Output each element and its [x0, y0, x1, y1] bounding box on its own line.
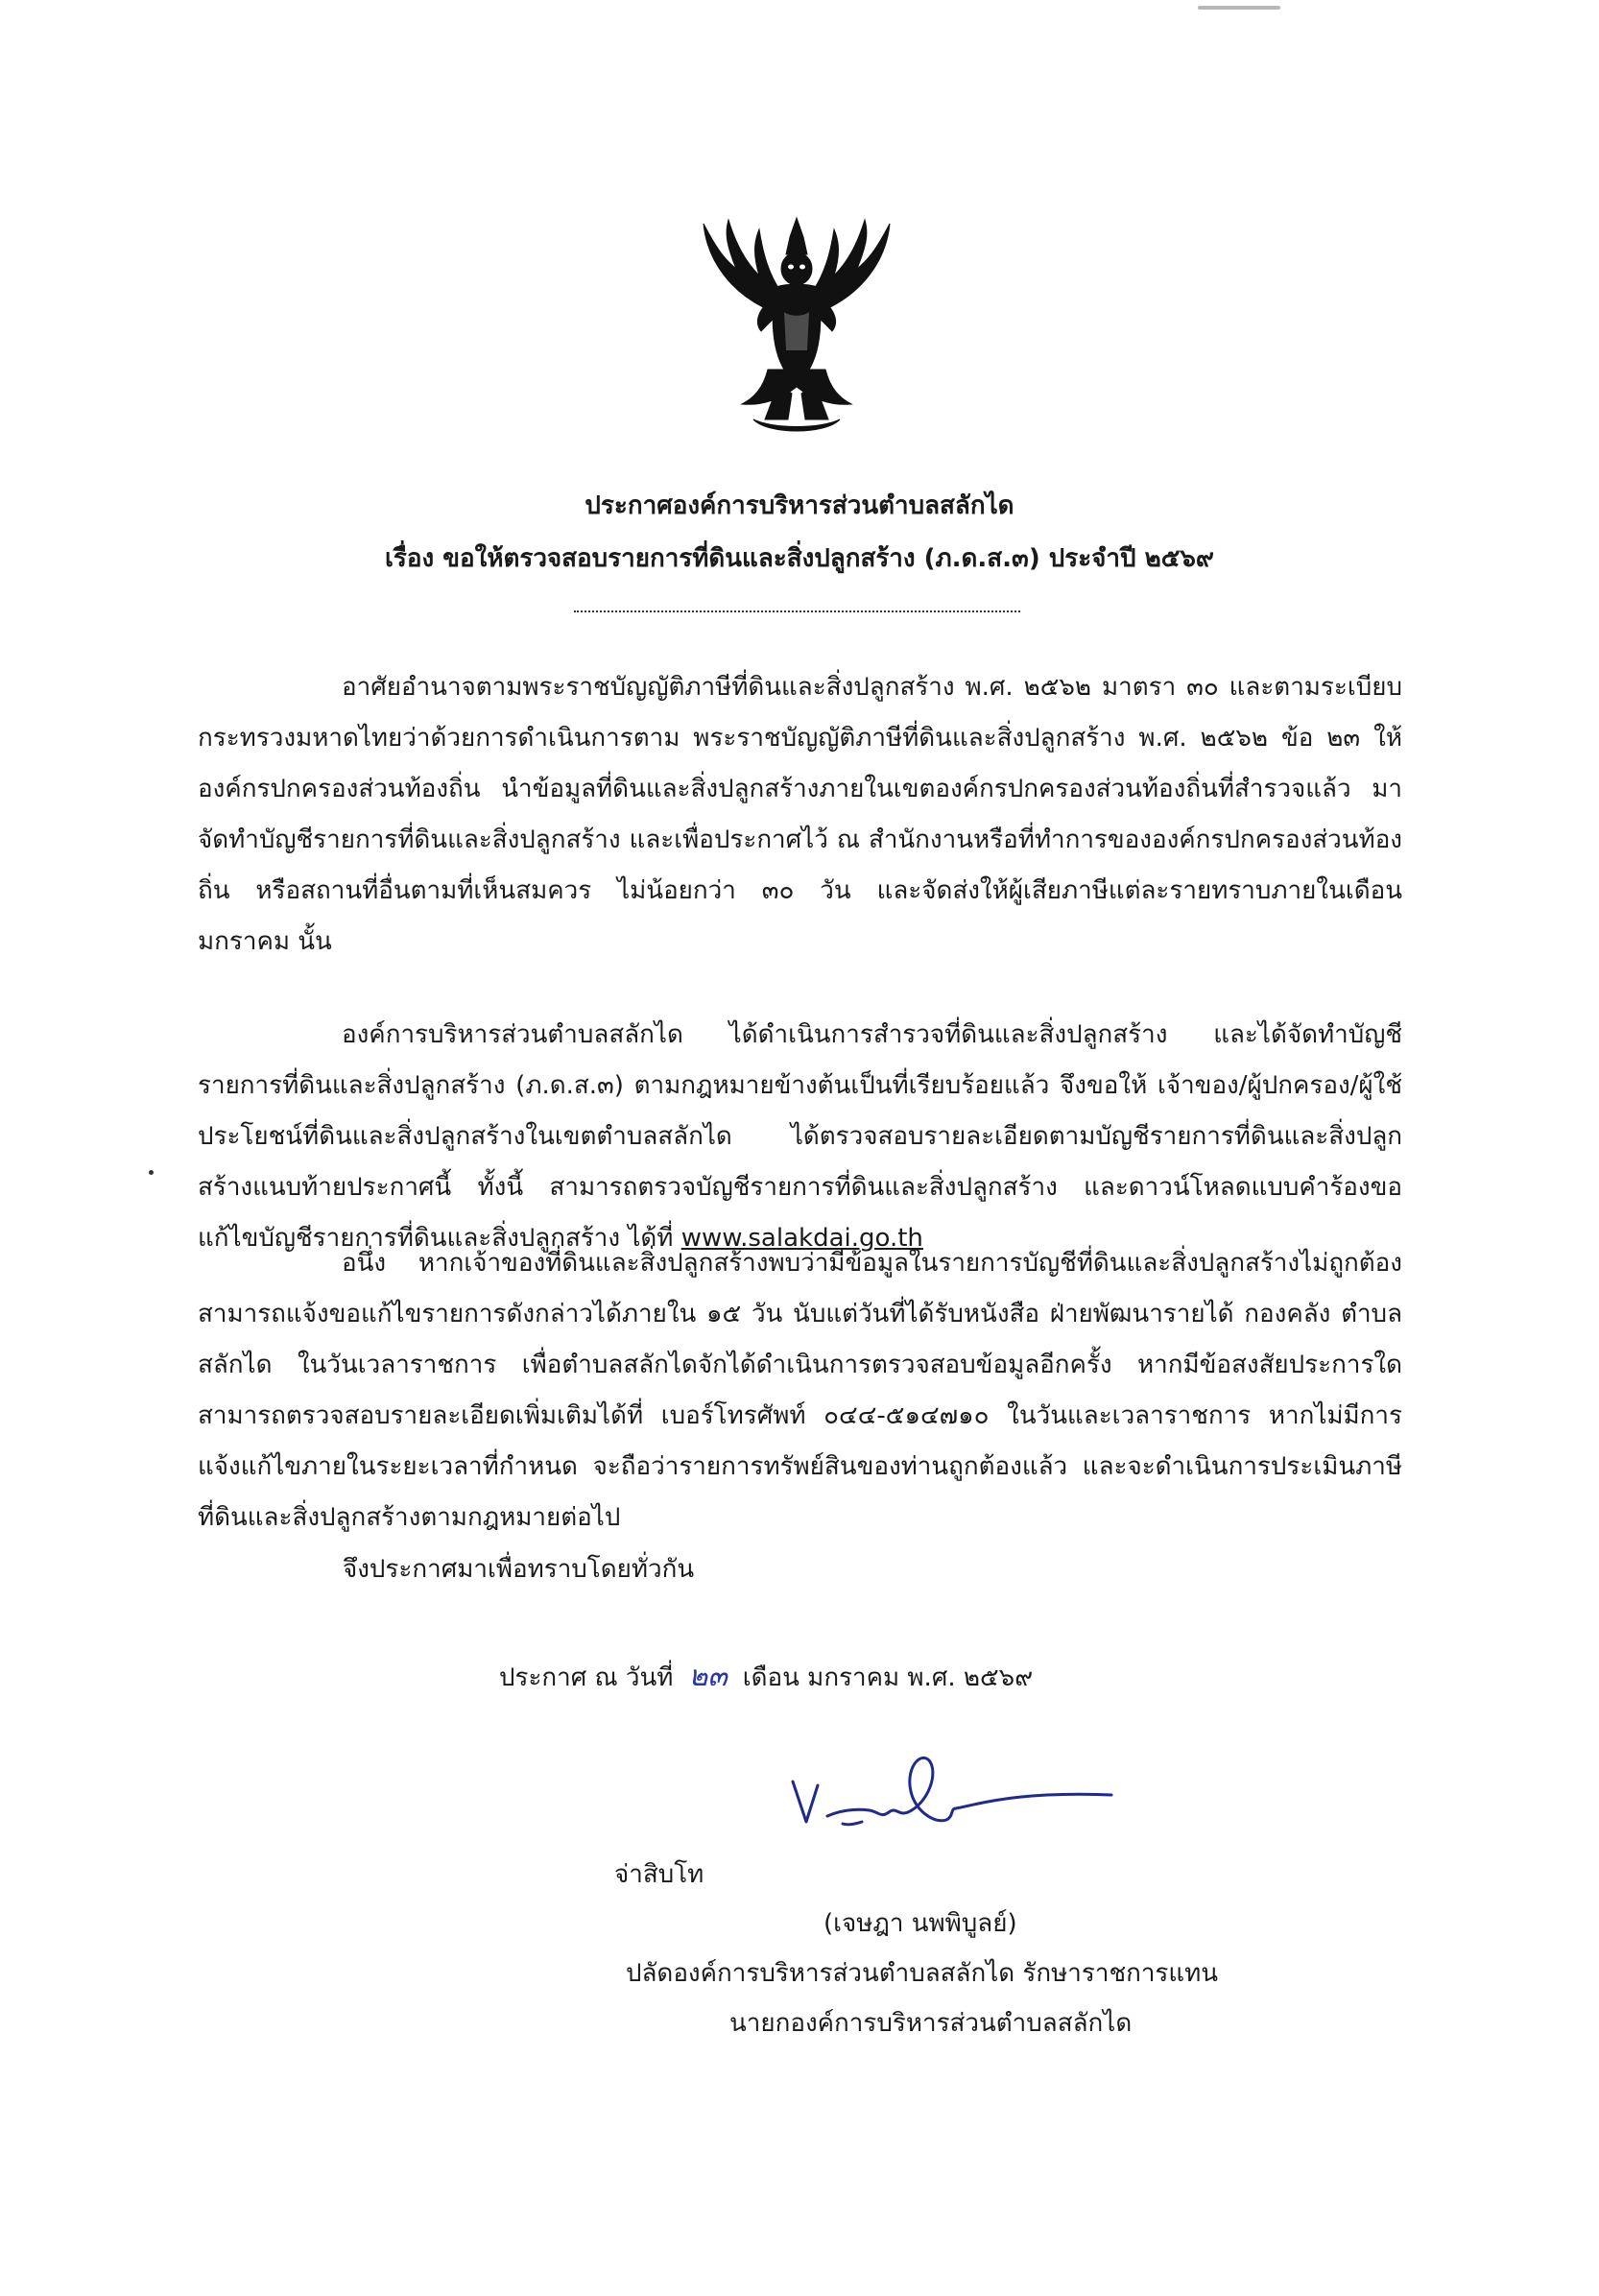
body-paragraph-1: อาศัยอำนาจตามพระราชบัญญัติภาษีที่ดินและสิ่งปลูกสร้าง พ.ศ. ๒๕๖๒ มาตรา ๓๐ และตามระเบียบกระทรวงมหาดไทยว่าด้วยการดำเนินการตาม พระราชบัญญัติภาษีที่ดินและสิ่งปลูกสร้าง พ.ศ. ๒๕๖๒ ข้อ ๒๓ ให้องค์กรปกครองส่วนท้องถิ่น นำข้อมูลที่ดินและสิ่งปลูกสร้างภายในเขตองค์กรปกครองส่วนท้องถิ่นที่สำรวจแล้ว มาจัดทำบัญชีรายการที่ดินและสิ่งปลูกสร้าง และเพื่อประกาศไว้ ณ สำนักงานหรือที่ทำการขององค์กรปกครองส่วนท้องถิ่น หรือสถานที่อื่นตามที่เห็นสมควร ไม่น้อยกว่า ๓๐ วัน และจัดส่งให้ผู้เสียภาษีแต่ละรายทราบภายในเดือนมกราคม นั้น	[198, 673, 1402, 956]
body-paragraph-3: อนึ่ง หากเจ้าของที่ดินและสิ่งปลูกสร้างพบว่ามีข้อมูลในรายการบัญชีที่ดินและสิ่งปลูกสร้างไม่ถูกต้อง สามารถแจ้งขอแก้ไขรายการดังกล่าวได้ภายใน ๑๕ วัน นับแต่วันที่ได้รับหนังสือ ฝ่ายพัฒนารายได้ กองคลัง ตำบลสลักได ในวันเวลาราชการ เพื่อตำบลสลักไดจักได้ดำเนินการตรวจสอบข้อมูลอีกครั้ง หากมีข้อสงสัยประการใดสามารถตรวจสอบรายละเอียดเพิ่มเติมได้ที่ เบอร์โทรศัพท์ ๐๔๔-๕๑๔๗๑๐ ในวันและเวลาราชการ หากไม่มีการแจ้งแก้ไขภายในระยะเวลาที่กำหนด จะถือว่ารายการทรัพย์สินของท่านถูกต้องแล้ว และจะดำเนินการประเมินภาษีที่ดินและสิ่งปลูกสร้างตามกฎหมายต่อไป	[198, 1249, 1402, 1532]
body-paragraph-2	[198, 1010, 1402, 1264]
announcement-date	[499, 1654, 1033, 1699]
announcement-subject: เรื่อง ขอให้ตรวจสอบรายการที่ดินและสิ่งปลูกสร้าง (ภ.ด.ส.๓) ประจำปี ๒๕๖๙	[385, 544, 1214, 573]
garuda-emblem-icon	[696, 216, 897, 437]
closing-statement: จึงประกาศมาเพื่อทราบโดยทั่วกัน	[343, 1555, 695, 1584]
signer-position-line-2: นายกองค์การบริหารส่วนตำบลสลักได	[729, 2009, 1133, 2038]
signer-name: (เจษฎา นพพิบูลย์)	[823, 1909, 1017, 1938]
scan-artifact-mark	[1198, 6, 1280, 10]
website-link[interactable]: www.salakdai.go.th	[680, 1224, 923, 1253]
announcement-title: ประกาศองค์การบริหารส่วนตำบลสลักได	[585, 491, 1014, 520]
body-paragraph-2-text: องค์การบริหารส่วนตำบลสลักได ได้ดำเนินการสำรวจที่ดินและสิ่งปลูกสร้าง และได้จัดทำบัญชีรายการที่ดินและสิ่งปลูกสร้าง (ภ.ด.ส.๓) ตามกฎหมายข้างต้นเป็นที่เรียบร้อยแล้ว จึงขอให้ เจ้าของ/ผู้ปกครอง/ผู้ใช้ประโยชน์ที่ดินและสิ่งปลูกสร้างในเขตตำบลสลักได ได้ตรวจสอบรายละเอียดตามบัญชีรายการที่ดินและสิ่งปลูกสร้างแนบท้ายประกาศนี้ ทั้งนี้ สามารถตรวจบัญชีรายการที่ดินและสิ่งปลูกสร้าง และดาวน์โหลดแบบคำร้องขอแก้ไขบัญชีรายการที่ดินและสิ่งปลูกสร้าง ได้ที่	[198, 1020, 1402, 1253]
handwritten-signature	[785, 1753, 1121, 1858]
dotted-divider	[574, 610, 1020, 612]
signer-position-line-1: ปลัดองค์การบริหารส่วนตำบลสลักได รักษาราชการแทน	[626, 1959, 1219, 1988]
scan-artifact-dot	[149, 1170, 154, 1175]
date-prefix: ประกาศ ณ วันที่	[499, 1663, 674, 1692]
signer-rank: จ่าสิบโท	[614, 1860, 704, 1889]
date-day-handwritten: ๒๓	[688, 1660, 728, 1693]
date-month-year: เดือน มกราคม พ.ศ. ๒๕๖๙	[742, 1663, 1034, 1692]
